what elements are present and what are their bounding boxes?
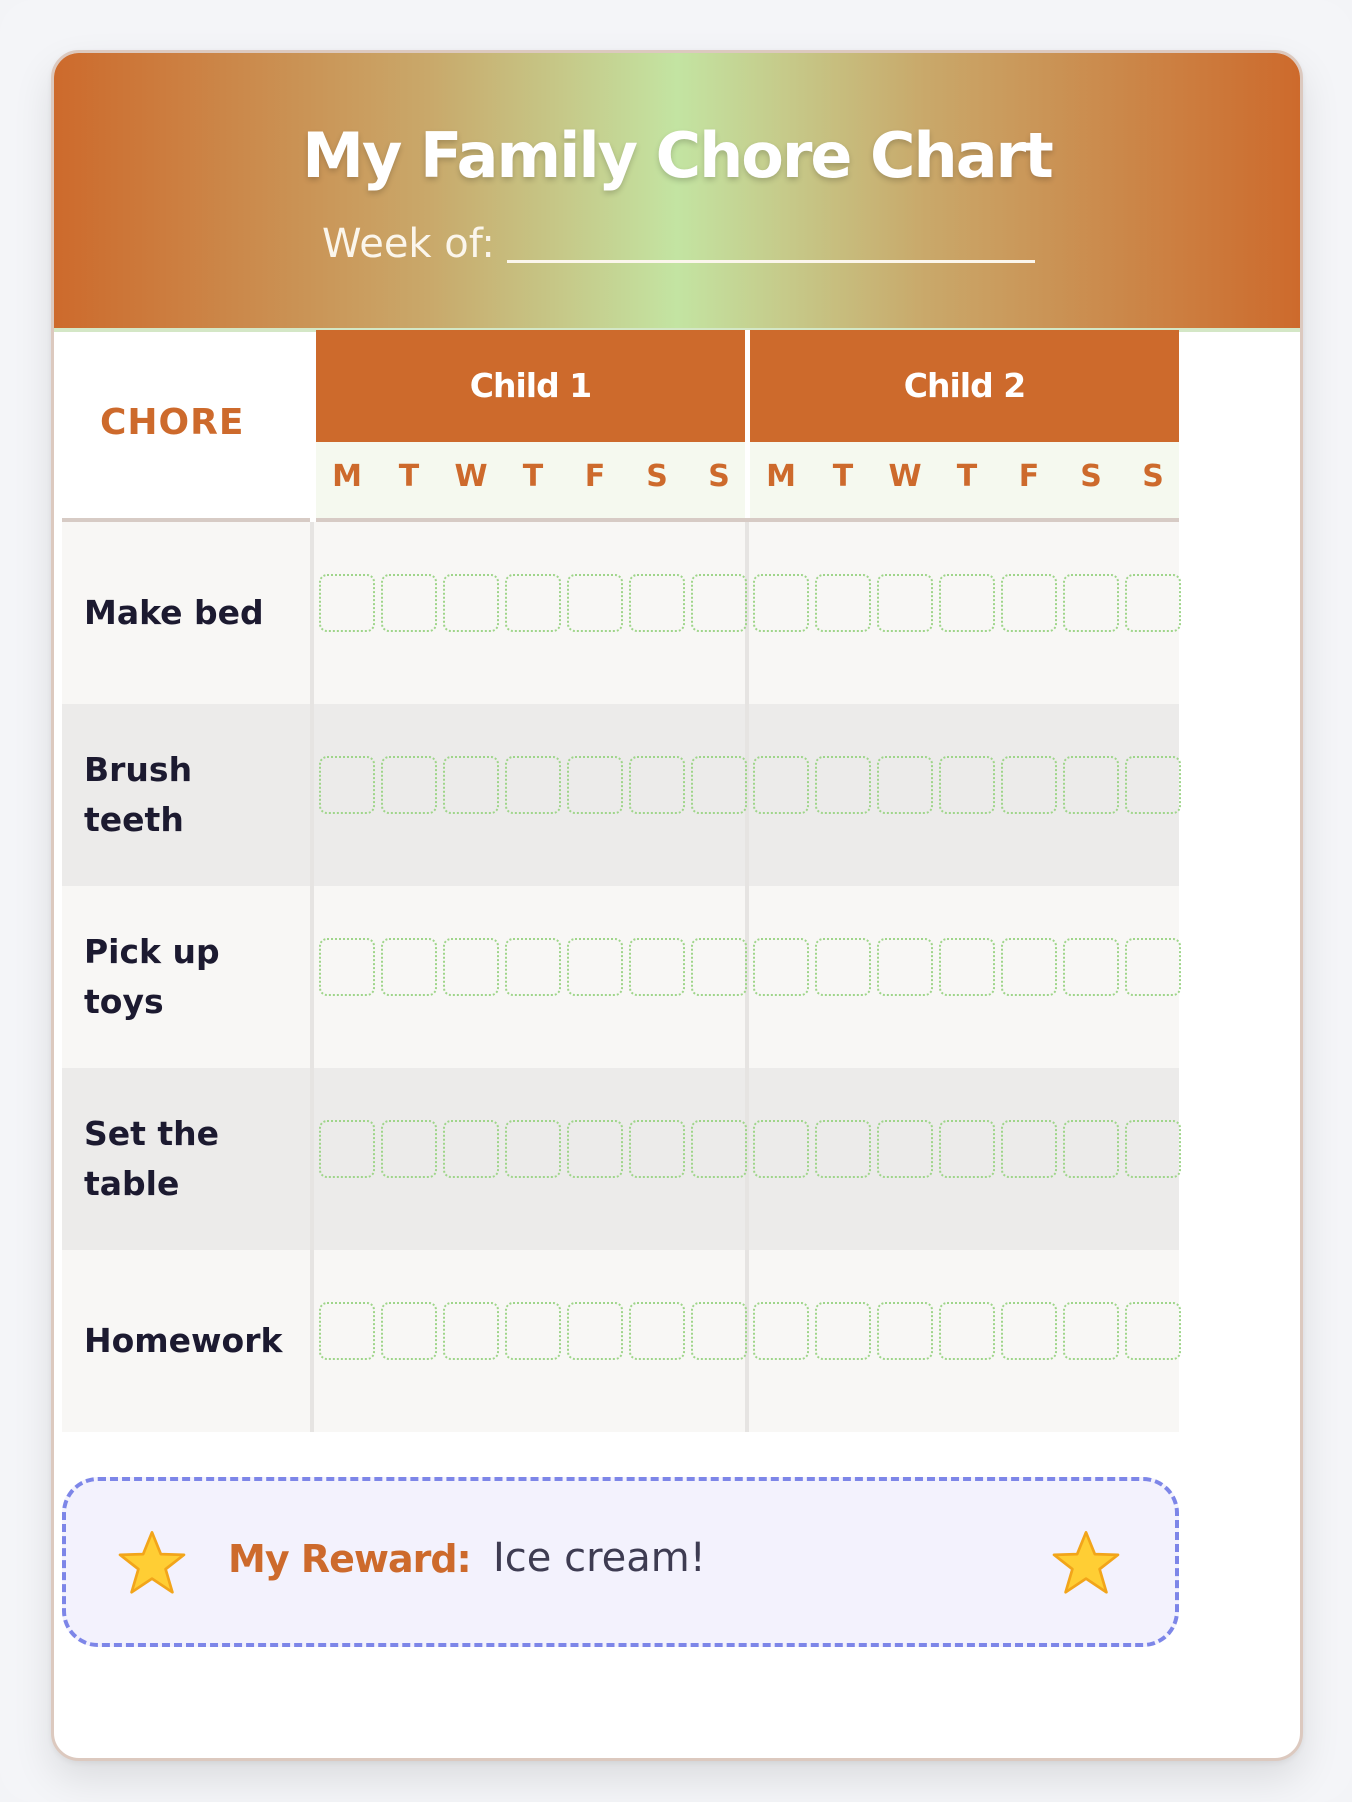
checkbox-child-2-day-4[interactable] (1001, 938, 1057, 996)
checkbox-child-2-day-0[interactable] (753, 1120, 809, 1178)
checkbox-child-2-day-1[interactable] (815, 1302, 871, 1360)
reward-box (62, 1477, 1179, 1647)
checkbox-child-1-day-3[interactable] (505, 1302, 561, 1360)
checkbox-child-2-day-3[interactable] (939, 756, 995, 814)
chore-column-header (62, 330, 310, 522)
checkbox-child-1-day-0[interactable] (319, 574, 375, 632)
checkbox-child-1-day-4[interactable] (567, 574, 623, 632)
checkbox-child-1-day-6[interactable] (691, 938, 747, 996)
week-of-label: Week of: (322, 221, 495, 267)
checkbox-child-2-day-1[interactable] (815, 574, 871, 632)
checkbox-child-2-day-3[interactable] (939, 1302, 995, 1360)
day-header-1-2: W (454, 459, 488, 494)
checkbox-child-1-day-3[interactable] (505, 1120, 561, 1178)
checkbox-child-1-day-1[interactable] (381, 574, 437, 632)
checkbox-child-1-day-0[interactable] (319, 1302, 375, 1360)
checkbox-child-2-day-2[interactable] (877, 756, 933, 814)
day-header-2-6: S (1142, 459, 1164, 494)
checkbox-child-2-day-4[interactable] (1001, 756, 1057, 814)
day-header-2-0: M (766, 459, 796, 494)
checkbox-child-2-day-3[interactable] (939, 1120, 995, 1178)
checkbox-child-1-day-1[interactable] (381, 1302, 437, 1360)
checkbox-child-2-day-4[interactable] (1001, 574, 1057, 632)
checkbox-child-1-day-3[interactable] (505, 756, 561, 814)
checkbox-child-2-day-5[interactable] (1063, 756, 1119, 814)
checkbox-child-1-day-2[interactable] (443, 1120, 499, 1178)
checkbox-child-1-day-3[interactable] (505, 938, 561, 996)
reward-label: My Reward: (228, 1537, 471, 1581)
checkbox-child-1-day-6[interactable] (691, 1302, 747, 1360)
checkbox-child-2-day-0[interactable] (753, 756, 809, 814)
chore-header-label: CHORE (100, 402, 245, 443)
chore-label: Set the table (84, 1114, 220, 1203)
column-divider (310, 1250, 314, 1432)
checkbox-child-2-day-4[interactable] (1001, 1302, 1057, 1360)
checkbox-child-1-day-6[interactable] (691, 1120, 747, 1178)
chore-row (62, 886, 1179, 1068)
star-icon (1052, 1529, 1120, 1597)
day-header-2-5: S (1080, 459, 1102, 494)
checkbox-child-2-day-5[interactable] (1063, 574, 1119, 632)
day-header-2-2: W (888, 459, 922, 494)
day-header-1-6: S (708, 459, 730, 494)
child-2-header: Child 2 (750, 330, 1179, 442)
column-divider (310, 522, 314, 704)
checkbox-child-2-day-3[interactable] (939, 938, 995, 996)
chore-label: Make bed (84, 593, 264, 632)
chore-row (62, 704, 1179, 886)
star-icon (118, 1529, 186, 1597)
checkbox-child-2-day-0[interactable] (753, 938, 809, 996)
checkbox-child-1-day-5[interactable] (629, 756, 685, 814)
header-banner (54, 53, 1300, 332)
day-header-1-1: T (398, 459, 420, 494)
column-divider (310, 704, 314, 886)
checkbox-child-2-day-5[interactable] (1063, 1302, 1119, 1360)
checkbox-child-1-day-1[interactable] (381, 938, 437, 996)
chore-label: Brush teeth (84, 750, 193, 839)
checkbox-child-2-day-1[interactable] (815, 1120, 871, 1178)
checkbox-child-1-day-4[interactable] (567, 756, 623, 814)
chore-label: Pick up toys (84, 932, 220, 1021)
checkbox-child-1-day-2[interactable] (443, 1302, 499, 1360)
checkbox-child-1-day-0[interactable] (319, 938, 375, 996)
chore-row (62, 1068, 1179, 1250)
day-header-1-5: S (646, 459, 668, 494)
checkbox-child-2-day-2[interactable] (877, 574, 933, 632)
checkbox-child-2-day-2[interactable] (877, 1302, 933, 1360)
checkbox-child-2-day-0[interactable] (753, 574, 809, 632)
chore-row (62, 1250, 1179, 1432)
chore-row (62, 522, 1179, 704)
checkbox-child-2-day-6[interactable] (1125, 756, 1181, 814)
checkbox-child-2-day-1[interactable] (815, 756, 871, 814)
chore-label: Homework (84, 1321, 283, 1360)
checkbox-child-2-day-2[interactable] (877, 938, 933, 996)
column-divider (310, 1068, 314, 1250)
child-1-header: Child 1 (316, 330, 745, 442)
checkbox-child-1-day-2[interactable] (443, 756, 499, 814)
checkbox-child-1-day-4[interactable] (567, 1302, 623, 1360)
checkbox-child-2-day-5[interactable] (1063, 938, 1119, 996)
checkbox-child-2-day-1[interactable] (815, 938, 871, 996)
child-column-divider (745, 330, 750, 518)
checkbox-child-1-day-5[interactable] (629, 938, 685, 996)
checkbox-child-1-day-4[interactable] (567, 938, 623, 996)
checkbox-child-2-day-4[interactable] (1001, 1120, 1057, 1178)
checkbox-child-1-day-5[interactable] (629, 1120, 685, 1178)
checkbox-child-1-day-0[interactable] (319, 756, 375, 814)
checkbox-child-2-day-0[interactable] (753, 1302, 809, 1360)
checkbox-child-1-day-2[interactable] (443, 938, 499, 996)
checkbox-child-2-day-6[interactable] (1125, 574, 1181, 632)
checkbox-child-2-day-5[interactable] (1063, 1120, 1119, 1178)
checkbox-child-1-day-3[interactable] (505, 574, 561, 632)
checkbox-child-1-day-5[interactable] (629, 1302, 685, 1360)
week-of-field (322, 221, 1035, 267)
checkbox-child-2-day-3[interactable] (939, 574, 995, 632)
column-divider (310, 886, 314, 1068)
checkbox-child-2-day-2[interactable] (877, 1120, 933, 1178)
checkbox-child-1-day-6[interactable] (691, 756, 747, 814)
checkbox-child-1-day-0[interactable] (319, 1120, 375, 1178)
day-header-2-4: F (1018, 459, 1040, 494)
checkbox-child-2-day-6[interactable] (1125, 1302, 1181, 1360)
checkbox-child-1-day-6[interactable] (691, 574, 747, 632)
checkbox-child-1-day-5[interactable] (629, 574, 685, 632)
day-header-1-0: M (332, 459, 362, 494)
checkbox-child-2-day-6[interactable] (1125, 1120, 1181, 1178)
day-header-1-3: T (522, 459, 544, 494)
day-header-2-1: T (832, 459, 854, 494)
checkbox-child-1-day-1[interactable] (381, 1120, 437, 1178)
checkbox-child-1-day-4[interactable] (567, 1120, 623, 1178)
page-title: My Family Chore Chart (302, 119, 1052, 192)
reward-value[interactable]: Ice cream! (493, 1535, 706, 1581)
checkbox-child-1-day-1[interactable] (381, 756, 437, 814)
checkbox-child-1-day-2[interactable] (443, 574, 499, 632)
day-header-2-3: T (956, 459, 978, 494)
day-header-1-4: F (584, 459, 606, 494)
week-of-blank-line[interactable] (507, 224, 1035, 263)
checkbox-child-2-day-6[interactable] (1125, 938, 1181, 996)
